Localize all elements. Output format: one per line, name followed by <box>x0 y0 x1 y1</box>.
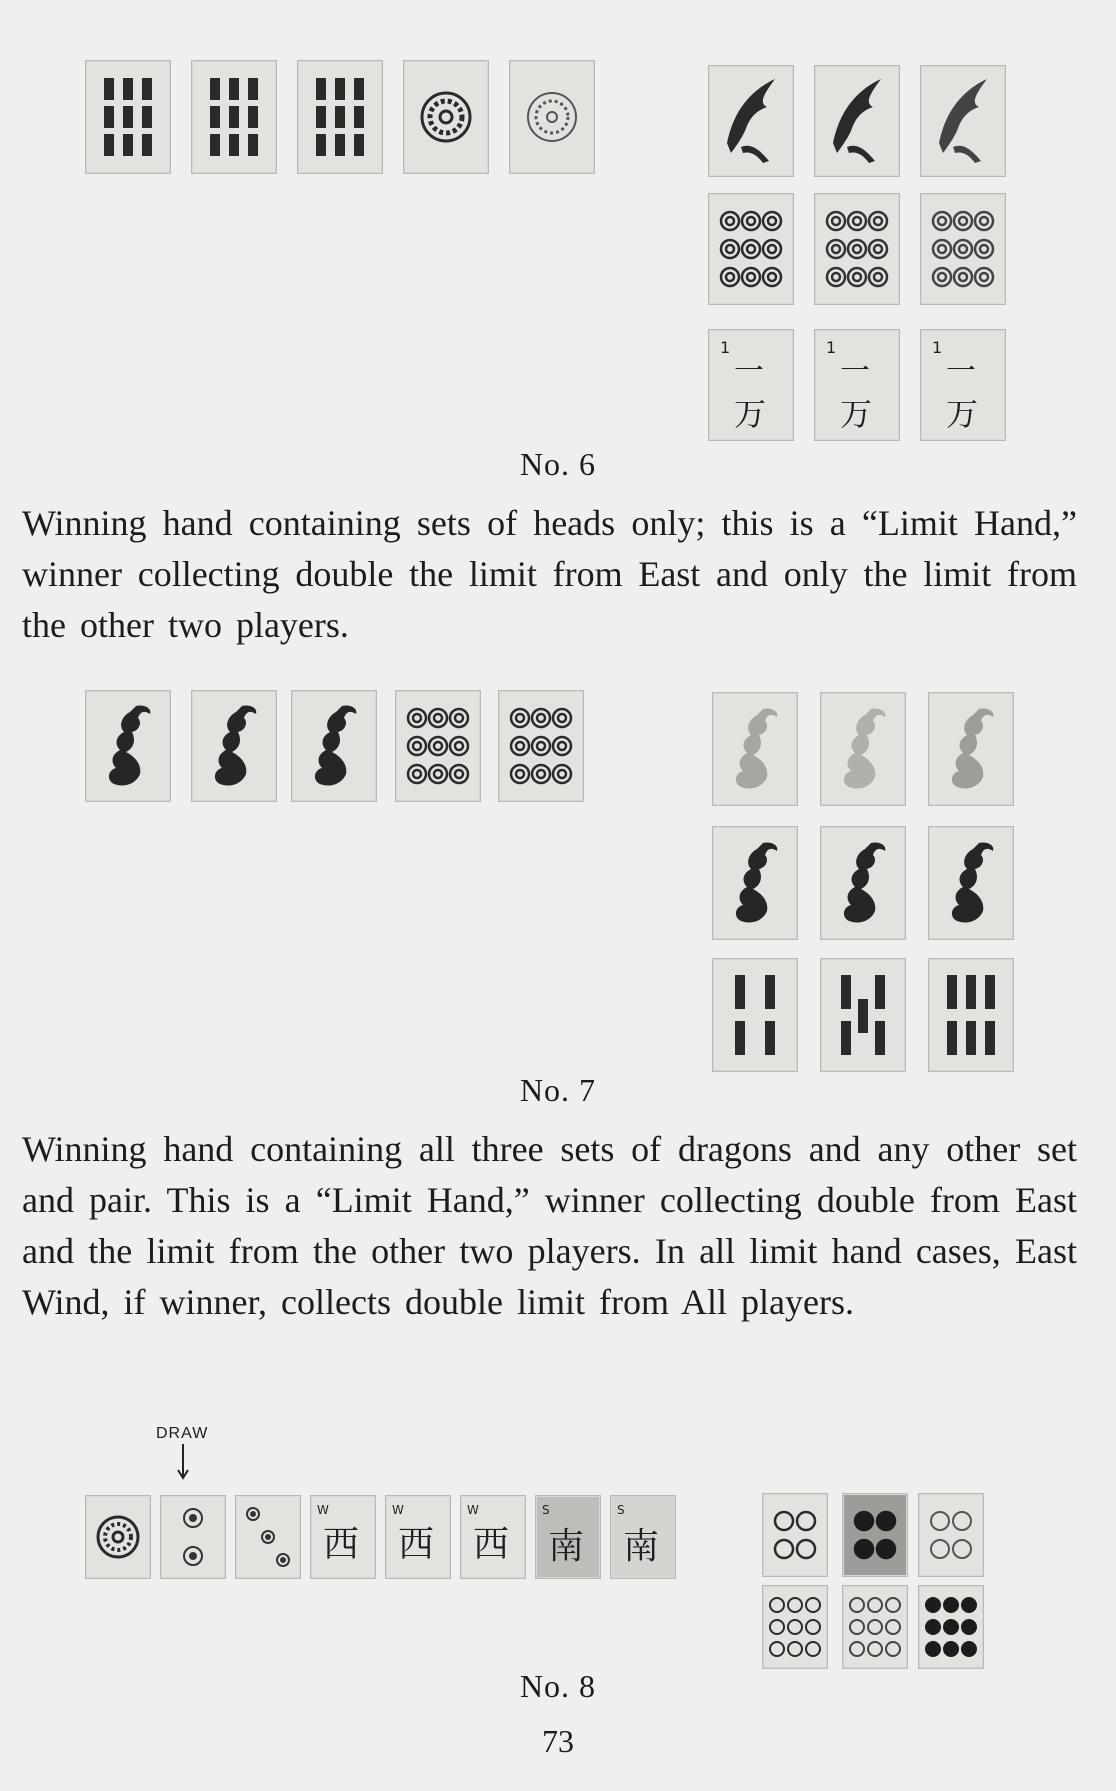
south-wind-tile <box>610 1495 676 1579</box>
dragon-tile-faded <box>928 692 1014 806</box>
dragon-tile <box>928 826 1014 940</box>
draw-label: DRAW <box>156 1425 209 1442</box>
page-number: 73 <box>542 1723 574 1759</box>
circle-four-tile <box>918 1493 984 1577</box>
svg-text:西: 西 <box>323 1524 360 1565</box>
svg-text:一: 一 <box>946 354 976 389</box>
character-one-tile <box>814 329 900 441</box>
down-arrow-icon <box>176 1442 190 1482</box>
circle-one-tile <box>85 1495 151 1579</box>
circle-one-tile <box>509 60 595 174</box>
bamboo-one-bird-tile <box>920 65 1006 177</box>
bamboo-five-tile <box>820 958 906 1072</box>
west-wind-tile <box>460 1495 526 1579</box>
character-one-tile <box>920 329 1006 441</box>
svg-text:南: 南 <box>623 1526 660 1567</box>
svg-text:1: 1 <box>826 338 837 357</box>
dragon-tile <box>85 690 171 802</box>
svg-text:西: 西 <box>398 1524 435 1565</box>
circle-nine-tile <box>842 1585 908 1669</box>
dragon-tile <box>191 690 277 802</box>
svg-text:S: S <box>542 1503 550 1517</box>
circle-one-tile <box>403 60 489 174</box>
dragon-tile-faded <box>820 692 906 806</box>
bamboo-nine-tile <box>297 60 383 174</box>
bamboo-nine-tile <box>191 60 277 174</box>
hand-6-caption: No. 6 <box>519 446 597 482</box>
south-wind-tile <box>535 1495 601 1579</box>
circle-nine-tile <box>814 193 900 305</box>
hand-7-description: Winning hand containing all three sets of dragons and any other set and pair. This is a “Limit Hand,” winner collecting double from East and the limit from the other two players. In all limit hand cases, East Wind, if winner, collects double limit from All players. <box>22 1129 1077 1322</box>
svg-text:一: 一 <box>840 354 870 389</box>
svg-text:W: W <box>392 1503 404 1517</box>
svg-text:1: 1 <box>932 338 943 357</box>
svg-text:S: S <box>617 1503 625 1517</box>
hand-7-caption: No. 7 <box>519 1072 597 1108</box>
character-number-1: 1 <box>720 338 731 357</box>
circle-nine-tile <box>498 690 584 802</box>
svg-text:一: 一 <box>734 354 764 389</box>
hand-6-description: Winning hand containing sets of heads only; this is a “Limit Hand,” winner collecting double the limit from East and only the limit from the other two players. <box>22 503 1077 645</box>
svg-text:W: W <box>467 1503 479 1517</box>
svg-text:W: W <box>317 1503 329 1517</box>
dragon-tile <box>820 826 906 940</box>
svg-text:万: 万 <box>946 395 979 433</box>
bamboo-six-tile <box>928 958 1014 1072</box>
circle-four-tile <box>842 1493 908 1577</box>
circle-four-tile <box>762 1493 828 1577</box>
circle-two-tile <box>160 1495 226 1579</box>
svg-text:万: 万 <box>734 395 767 433</box>
west-wind-tile <box>385 1495 451 1579</box>
circle-nine-tile <box>762 1585 828 1669</box>
svg-text:西: 西 <box>473 1524 510 1565</box>
dragon-tile <box>291 690 377 802</box>
dragon-tile-faded <box>712 692 798 806</box>
bamboo-one-bird-tile <box>814 65 900 177</box>
dragon-tile <box>712 826 798 940</box>
circle-nine-tile <box>395 690 481 802</box>
svg-text:南: 南 <box>548 1526 585 1567</box>
svg-text:万: 万 <box>840 395 873 433</box>
hand-8-caption: No. 8 <box>519 1668 597 1704</box>
bamboo-nine-tile <box>85 60 171 174</box>
bamboo-four-tile <box>712 958 798 1072</box>
circle-three-tile <box>235 1495 301 1579</box>
character-one-tile <box>708 329 794 441</box>
west-wind-tile <box>310 1495 376 1579</box>
bamboo-one-bird-tile <box>708 65 794 177</box>
circle-nine-tile <box>708 193 794 305</box>
circle-nine-tile <box>918 1585 984 1669</box>
circle-nine-tile <box>920 193 1006 305</box>
